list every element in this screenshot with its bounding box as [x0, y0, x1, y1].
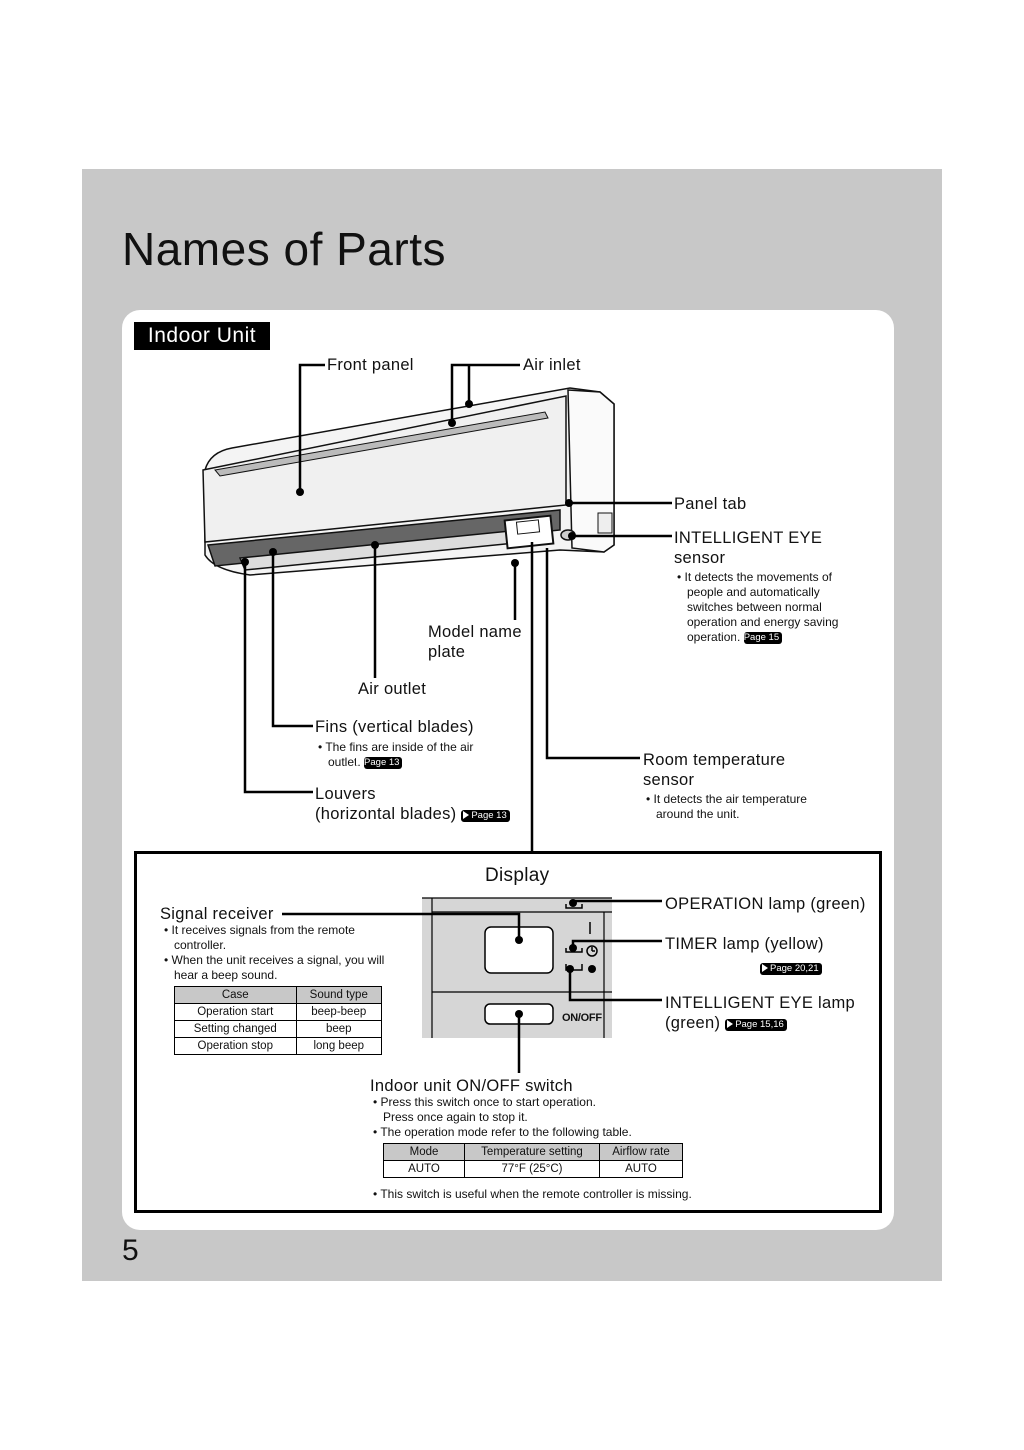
note-intelligent-eye: • It detects the movements of people and automatically switches between normal operation and energy saving operation. Page 15 [677, 570, 839, 644]
note-text: It receives signals from the remote controller. [171, 923, 355, 952]
page-reference-link[interactable]: Page 13 [364, 757, 402, 769]
label-text: Room temperature [643, 751, 786, 769]
table-row [384, 1161, 683, 1178]
label-operation-lamp: OPERATION lamp (green) [665, 895, 866, 913]
label-text: sensor [674, 549, 726, 567]
table-row [175, 1004, 382, 1021]
table-cell: long beep [296, 1038, 382, 1055]
label-text: INTELLIGENT EYE lamp [665, 994, 856, 1012]
page-reference-link[interactable]: Page 13 [461, 810, 509, 822]
label-text: (green) [665, 1014, 721, 1032]
note-text: It detects the movements of people and automatically switches between normal operation and energy saving operation. [684, 570, 839, 644]
page-reference-link[interactable]: Page 20,21 [760, 963, 822, 975]
note-text: This switch is useful when the remote controller is missing. [380, 1187, 692, 1201]
note-onoff-footer: • This switch is useful when the remote controller is missing. [373, 1187, 692, 1201]
page-number: 5 [122, 1234, 139, 1267]
note-text: When the unit receives a signal, you will hear a beep sound. [171, 953, 385, 982]
table-cell: Operation start [175, 1004, 297, 1021]
note-text: The fins are inside of the air outlet. [325, 740, 474, 769]
onoff-marking: ON/OFF [562, 1012, 602, 1024]
note-fins: • The fins are inside of the air outlet. Page 13 [318, 740, 474, 769]
label-text: plate [428, 643, 466, 661]
table-header: Airflow rate [600, 1144, 683, 1161]
table-cell: AUTO [600, 1161, 683, 1178]
operation-mode-table [383, 1143, 683, 1178]
label-onoff-switch: Indoor unit ON/OFF switch [370, 1077, 573, 1095]
display-title: Display [485, 865, 550, 886]
page-title: Names of Parts [122, 223, 446, 275]
note-text: Press once again to stop it. [383, 1110, 528, 1124]
label-text: Model name [428, 623, 522, 641]
label-text: INTELLIGENT EYE [674, 529, 823, 547]
label-timer-lamp: TIMER lamp (yellow) [665, 935, 824, 953]
table-cell: Setting changed [175, 1021, 297, 1038]
label-text: (horizontal blades) [315, 805, 457, 823]
timer-page-ref [760, 957, 822, 977]
label-front-panel: Front panel [327, 356, 414, 374]
note-text: Press this switch once to start operation. [380, 1095, 596, 1109]
table-row [175, 1021, 382, 1038]
note-text: It detects the air temperature around the unit. [653, 792, 807, 821]
table-cell: 77°F (25°C) [465, 1161, 600, 1178]
note-signal-receiver: • It receives signals from the remote controller. • When the unit receives a signal, you will hear a beep sound. [164, 923, 385, 982]
label-air-inlet: Air inlet [523, 356, 581, 374]
table-cell: Operation stop [175, 1038, 297, 1055]
section-tag-indoor-unit: Indoor Unit [134, 322, 270, 350]
label-signal-receiver: Signal receiver [160, 905, 274, 923]
note-room-temperature: • It detects the air temperature around the unit. [646, 792, 807, 821]
note-text: The operation mode refer to the following table. [380, 1125, 632, 1139]
note-onoff-switch: • Press this switch once to start operation. Press once again to stop it. • The operation mode refer to the following table. [373, 1095, 632, 1139]
label-intelligent-eye-lamp [665, 993, 855, 1033]
label-text: sensor [643, 771, 695, 789]
table-cell: beep-beep [296, 1004, 382, 1021]
sound-type-table [174, 986, 382, 1055]
table-cell: AUTO [384, 1161, 465, 1178]
table-header: Sound type [296, 987, 382, 1004]
table-header: Mode [384, 1144, 465, 1161]
table-cell: beep [296, 1021, 382, 1038]
page-reference-link[interactable]: Page 15 [744, 632, 782, 644]
table-header: Temperature setting [465, 1144, 600, 1161]
page-reference-link[interactable]: Page 15,16 [725, 1019, 787, 1031]
label-air-outlet: Air outlet [358, 680, 427, 698]
label-panel-tab: Panel tab [674, 495, 747, 513]
table-header: Case [175, 987, 297, 1004]
table-row [175, 1038, 382, 1055]
label-text: Louvers [315, 785, 376, 803]
label-fins: Fins (vertical blades) [315, 718, 474, 736]
